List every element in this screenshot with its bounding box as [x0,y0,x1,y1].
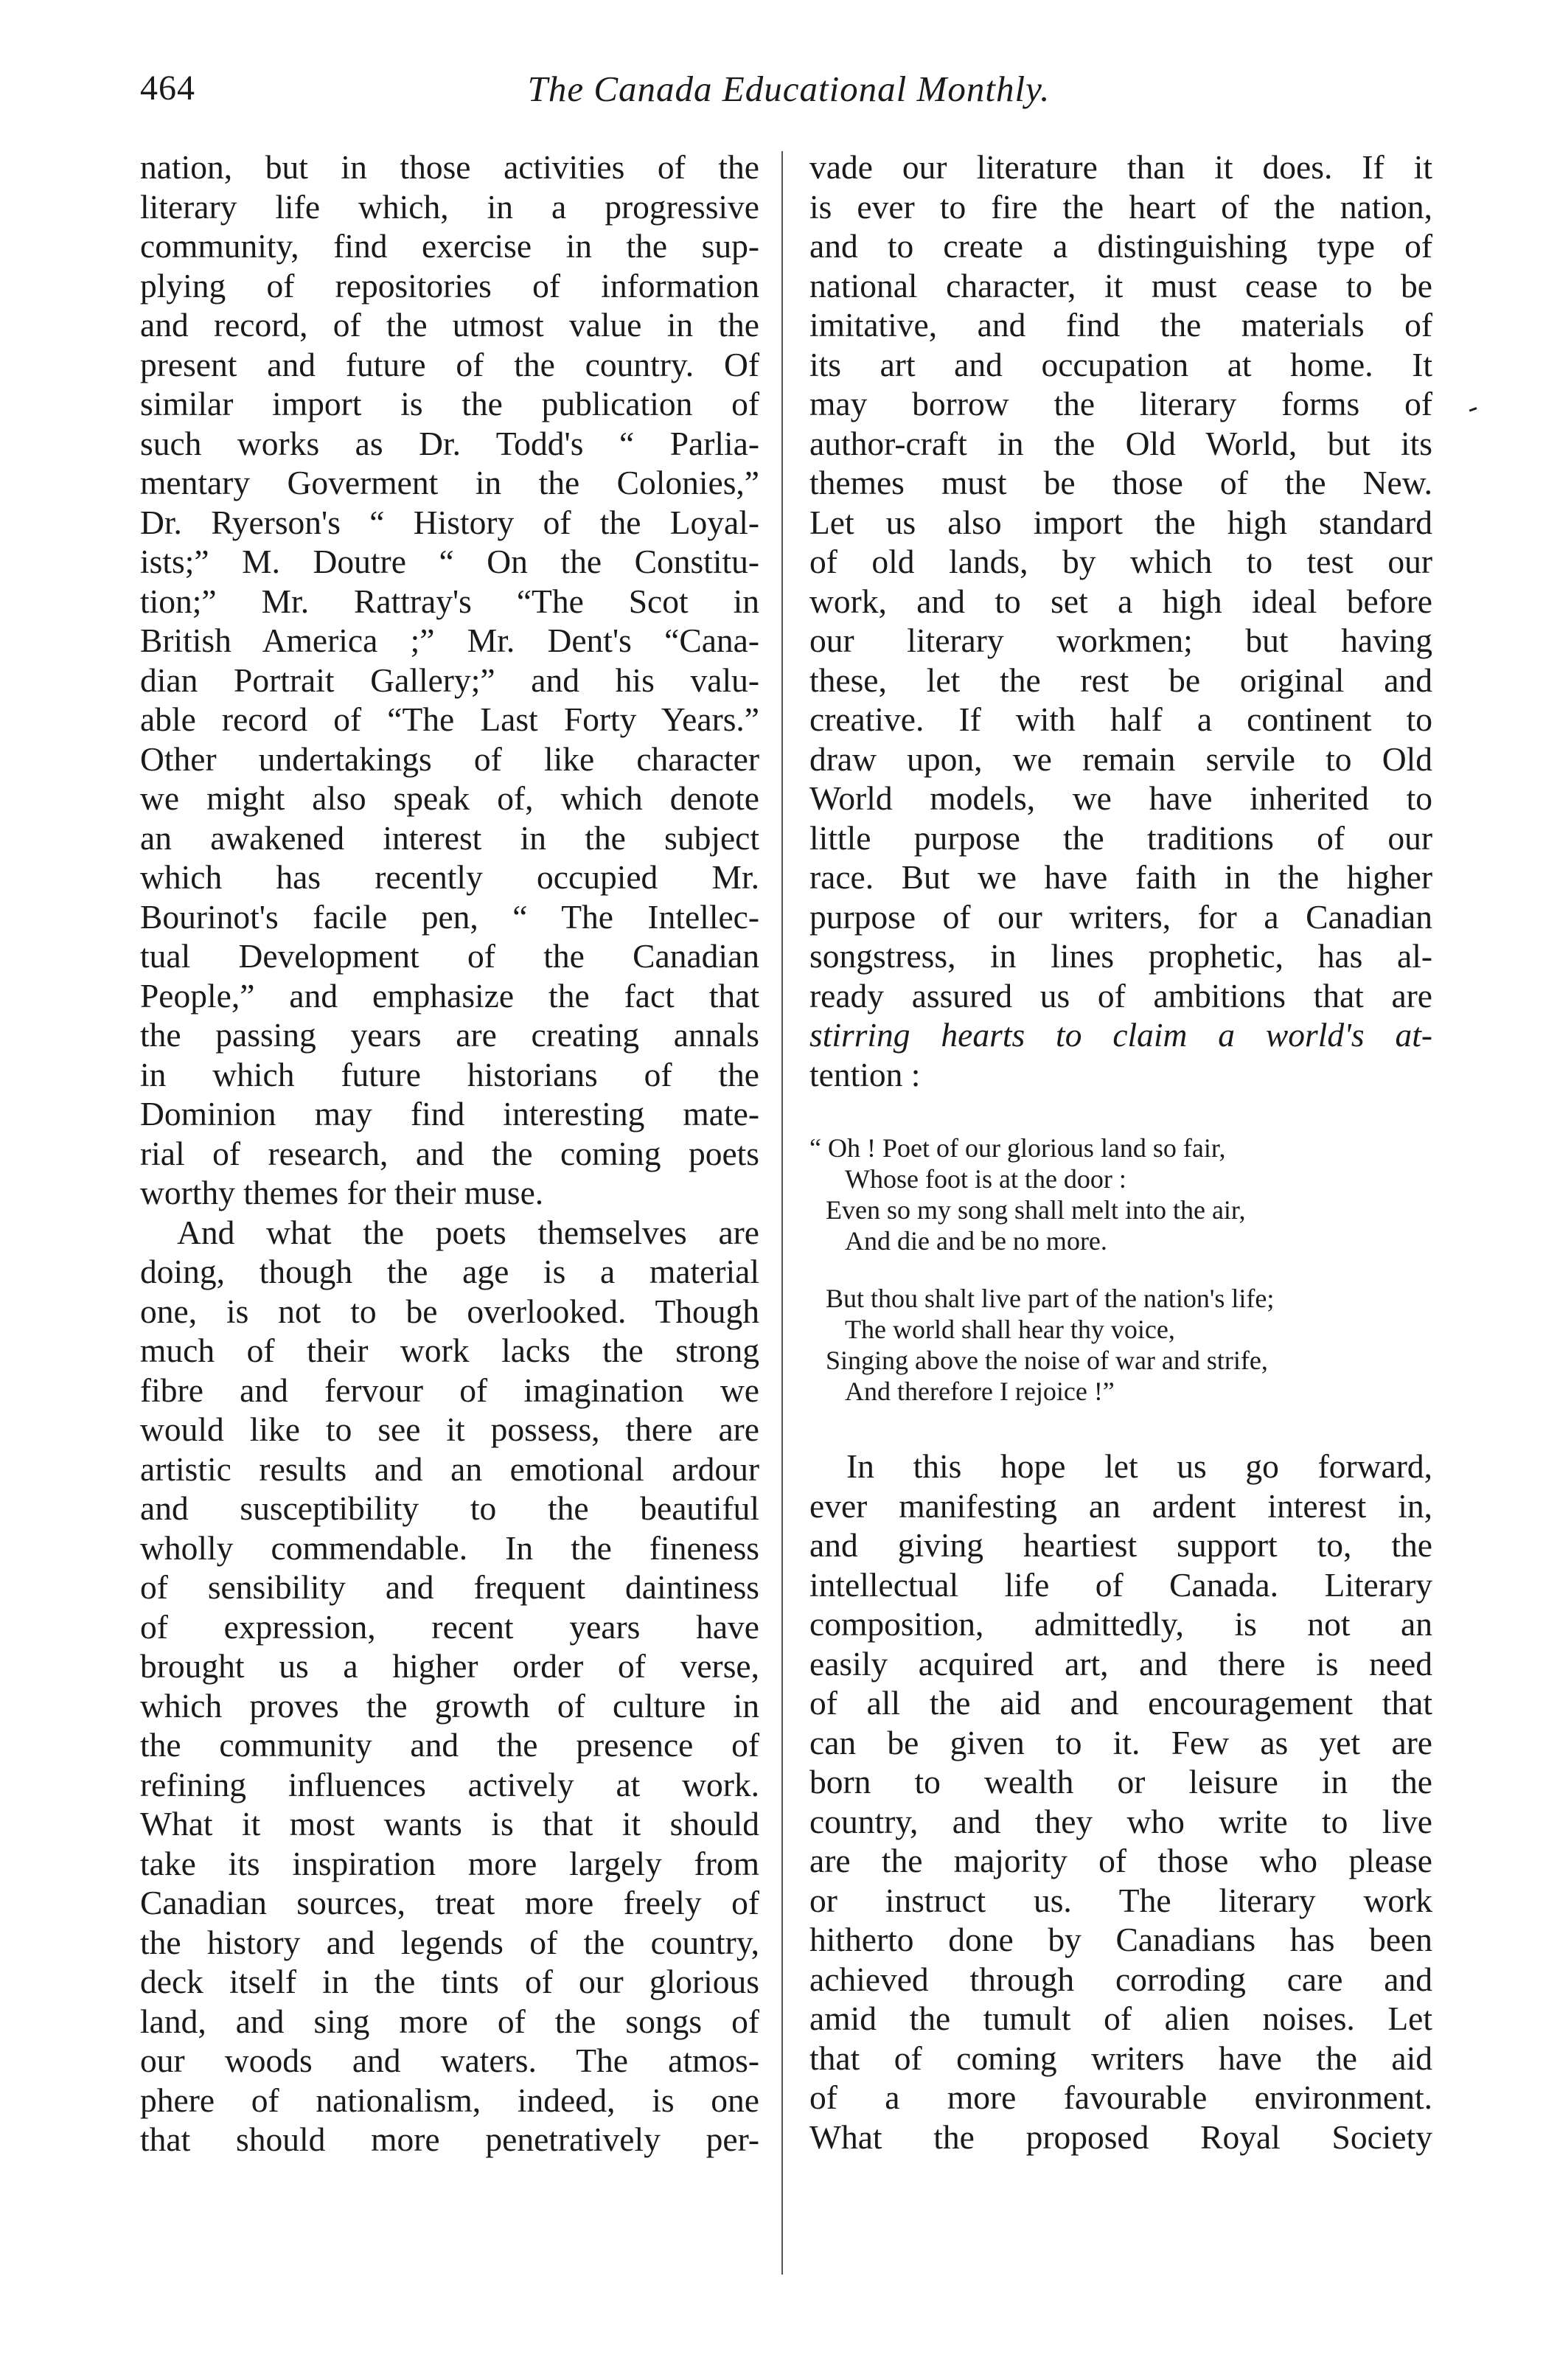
text-line: ever manifesting an ardent interest in, [809,1486,1432,1525]
margin-mark: - [1461,389,1483,424]
text-line: the community and the presence of [140,1726,759,1764]
text-line: would like to see it possess, there are [140,1410,759,1448]
text-line: which proves the growth of culture in [140,1686,759,1725]
text-line: of expression, recent years have [140,1607,759,1646]
text-line: literary life which, in a progressive [140,187,759,226]
text-line: the passing years are creating annals [140,1016,759,1054]
text-line: work, and to set a high ideal before [809,582,1432,620]
poem-line: Whose foot is at the door : [845,1164,1126,1194]
text-line: is ever to fire the heart of the nation, [809,187,1432,226]
text-line: and giving heartiest support to, the [809,1526,1432,1564]
text-line: purpose of our writers, for a Canadian [809,897,1432,936]
poem-line: “ Oh ! Poet of our glorious land so fair, [809,1133,1226,1163]
text-line: take its inspiration more largely from [140,1844,759,1882]
text-line: brought us a higher order of verse, [140,1647,759,1685]
poem-stanza [809,1132,1432,1256]
text-line: worthy themes for their muse. [140,1174,544,1211]
text-line: Let us also import the high standard [809,503,1432,541]
running-head [140,68,1438,119]
page-number: 464 [140,69,195,108]
text-line: wholly commendable. In the fineness [140,1528,759,1567]
poem-line: Singing above the noise of war and strife, [826,1346,1268,1375]
text-line: our literary workmen; but having [809,622,1432,659]
text-line: achieved through corroding care and [809,1960,1432,1998]
text-line: dian Portrait Gallery;” and his valu- [140,661,759,699]
text-line: creative. If with half a continent to [809,700,1432,738]
text-line: British America ;” Mr. Dent's “Cana- [140,622,759,659]
text-line: and record, of the utmost value in the [140,306,759,344]
text-line: Other undertakings of like character [140,740,759,778]
text-line: of sensibility and frequent daintiness [140,1568,759,1606]
text-line: refining influences actively at work. [140,1765,759,1803]
text-line: doing, though the age is a material [140,1253,759,1290]
text-line: People,” and emphasize the fact that [140,976,759,1015]
left-column [140,147,759,2160]
text-line: draw upon, we remain servile to Old [809,740,1432,778]
text-line: of a more favourable environment. [809,2078,1432,2116]
text-line: similar import is the publication of [140,385,759,422]
text-line: hitherto done by Canadians has been [809,1921,1432,1958]
text-line: able record of “The Last Forty Years.” [140,700,759,738]
text-line: rial of research, and the coming poets [140,1134,759,1172]
text-line: much of their work lacks the strong [140,1332,759,1369]
text-line: an awakened interest in the subject [140,818,759,857]
poem-line: The world shall hear thy voice, [845,1315,1175,1344]
text-line: themes must be those of the New. [809,464,1432,501]
text-line: present and future of the country. Of [140,345,759,383]
text-line: In this hope let us go forward, [846,1447,1432,1485]
text-line: that should more penetratively per- [140,2120,759,2158]
poem-line: But thou shalt live part of the nation's life; [826,1284,1275,1313]
text-line: stirring hearts to claim a world's at- [809,1016,1432,1054]
text-line: And what the poets themselves are [177,1213,759,1251]
text-line: land, and sing more of the songs of [140,2002,759,2040]
text-line: such works as Dr. Todd's “ Parlia- [140,424,759,462]
text-line: World models, we have inherited to [809,779,1432,817]
text-line: easily acquired art, and there is need [809,1644,1432,1683]
text-line: are the majority of those who please [809,1842,1432,1879]
text-line: amid the tumult of alien noises. Let [809,2000,1432,2037]
poem-line: And therefore I rejoice !” [845,1377,1115,1406]
text-line: born to wealth or leisure in the [809,1763,1432,1800]
text-line: we might also speak of, which denote [140,779,759,817]
text-line: can be given to it. Few as yet are [809,1723,1432,1761]
text-line: vade our literature than it does. If it [809,148,1432,186]
text-line: in which future historians of the [140,1055,759,1093]
text-line: What the proposed Royal Society [809,2118,1432,2156]
text-line: or instruct us. The literary work [809,1881,1432,1919]
text-line: intellectual life of Canada. Literary [809,1565,1432,1604]
column-divider [781,151,783,2275]
text-line: and to create a distinguishing type of [809,227,1432,265]
text-line: of all the aid and encouragement that [809,1684,1432,1722]
text-line: one, is not to be overlooked. Though [140,1292,759,1330]
text-line: nation, but in those activities of the [140,148,759,186]
text-line: community, find exercise in the sup- [140,227,759,265]
text-line: of old lands, by which to test our [809,543,1432,580]
text-line: the history and legends of the country, [140,1923,759,1961]
text-line: our woods and waters. The atmos- [140,2042,759,2079]
text-line: these, let the rest be original and [809,661,1432,699]
text-line: plying of repositories of information [140,266,759,305]
poem-quotation [809,1132,1432,1407]
journal-title: The Canada Educational Monthly. [527,69,1051,109]
text-line: Dr. Ryerson's “ History of the Loyal- [140,503,759,541]
text-line: Bourinot's facile pen, “ The Intellec- [140,897,759,936]
text-line: little purpose the traditions of our [809,818,1432,857]
text-line: phere of nationalism, indeed, is one [140,2081,759,2119]
text-line: artistic results and an emotional ardour [140,1450,759,1488]
text-line: its art and occupation at home. It [809,345,1432,383]
text-line: country, and they who write to live [809,1802,1432,1840]
text-line: tual Development of the Canadian [140,937,759,975]
text-line: Canadian sources, treat more freely of [140,1884,759,1921]
text-line: What it most wants is that it should [140,1805,759,1843]
text-line: author-craft in the Old World, but its [809,424,1432,462]
text-line: ists;” M. Doutre “ On the Constitu- [140,543,759,580]
poem-stanza [809,1283,1432,1407]
text-line: songstress, in lines prophetic, has al- [809,937,1432,975]
text-line: that of coming writers have the aid [809,2039,1432,2077]
text-line: Dominion may find interesting mate- [140,1095,759,1132]
text-line: mentary Goverment in the Colonies,” [140,464,759,501]
text-line: may borrow the literary forms of [809,385,1432,422]
text-line: national character, it must cease to be [809,266,1432,305]
text-line: ready assured us of ambitions that are [809,976,1432,1015]
text-line: tion;” Mr. Rattray's “The Scot in [140,582,759,620]
text-line: composition, admittedly, is not an [809,1605,1432,1643]
text-line: race. But we have faith in the higher [809,858,1432,896]
poem-line: And die and be no more. [845,1226,1107,1256]
text-line: and susceptibility to the beautiful [140,1489,759,1527]
poem-line: Even so my song shall melt into the air, [826,1195,1246,1225]
text-line: deck itself in the tints of our glorious [140,1963,759,2000]
right-column [809,147,1432,2157]
text-line: fibre and fervour of imagination we [140,1371,759,1409]
text-line: tention : [809,1055,921,1093]
text-line: imitative, and find the materials of [809,306,1432,344]
text-line: which has recently occupied Mr. [140,858,759,896]
